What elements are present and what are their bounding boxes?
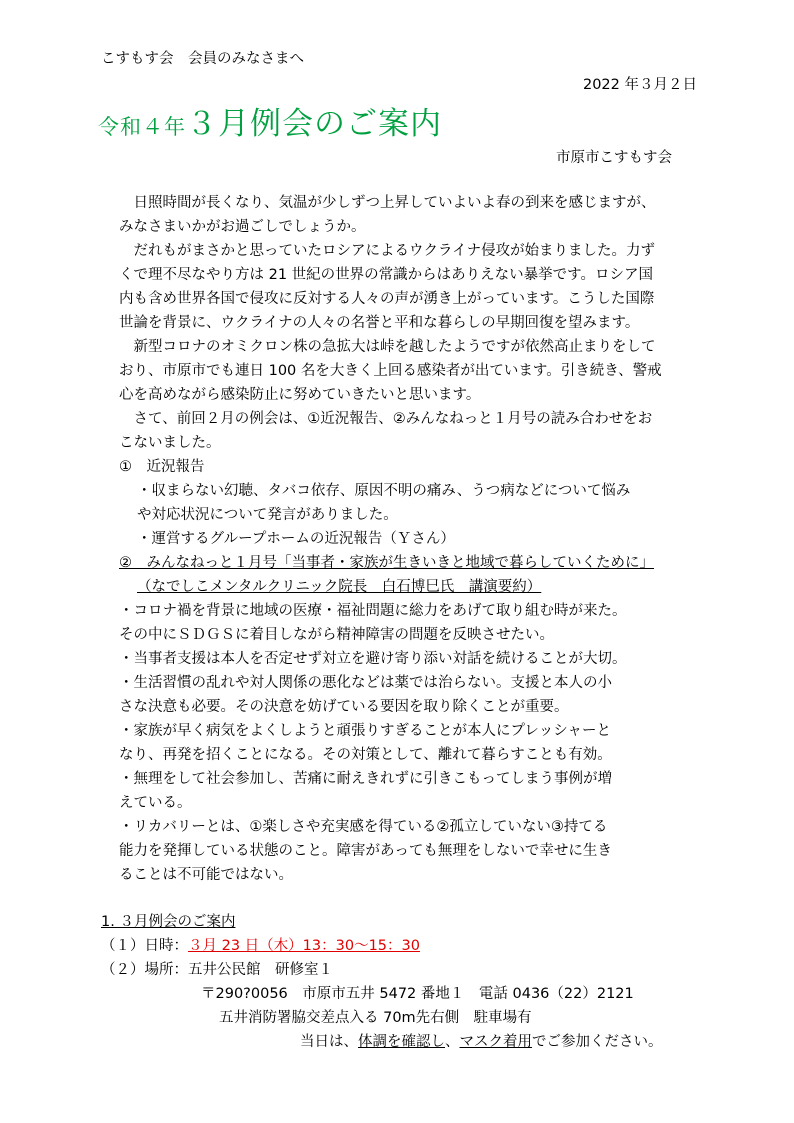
paragraph-line: 心を高めながら感染防止に努めていきたいと思います。	[119, 387, 481, 403]
item2-line: ・生活習慣の乱れや対人関係の悪化などは薬では治らない。支援と本人の小	[119, 675, 612, 691]
paragraph-line: くで理不尽なやり方は 21 世紀の世界の常識からはありえない暴挙です。ロシア国	[119, 267, 654, 283]
note-health-check: 体調を確認し	[358, 1034, 445, 1050]
item2-line: なり、再発を招くことになる。その対策として、離れて暮らすことも有効。	[119, 747, 612, 763]
item1-line: ・収まらない幻聴、タバコ依存、原因不明の痛み、うつ病などについて悩み	[137, 483, 631, 499]
item2-line: ・リカバリーとは、①楽しさや充実感を得ている②孤立していない③持てる	[119, 819, 608, 835]
organization-name: 市原市こすもす会	[556, 150, 672, 166]
item2-line: えている。	[119, 795, 192, 811]
note-prefix: 当日は、	[300, 1034, 358, 1050]
item1-heading: ① 近況報告	[119, 459, 205, 475]
item2-line: 能力を発揮している状態のこと。障害があっても無理をしないで幸せに生き	[119, 843, 612, 859]
item2-line: その中にＳＤＧＳに着目しながら精神障害の問題を反映させたい。	[119, 627, 554, 643]
event-section-title: 1. ３月例会のご案内	[101, 914, 236, 930]
title-era: 令和４年	[98, 115, 186, 139]
paragraph-line: さて、前回２月の例会は、①近況報告、②みんなねっと１月号の読み合わせをお	[119, 411, 653, 427]
item2-line: ・家族が早く病気をよくしようと頑張りすぎることが本人にプレッシャーと	[119, 723, 611, 739]
item2-heading: ② みんなねっと１月号「当事者・家族が生きいきと地域で暮らしていくために」	[119, 555, 654, 571]
item2-line: ・無理をして社会参加し、苦痛に耐えきれずに引きこもってしまう事例が増	[119, 771, 612, 787]
item2-line: ・当事者支援は本人を否定せず対立を避け寄り添い対話を続けることが大切。	[119, 651, 627, 667]
page-title	[98, 98, 442, 143]
paragraph-line: こないました。	[119, 435, 221, 451]
document-date: 2022 年３月２日	[582, 77, 697, 93]
item1-line: ・運営するグループホームの近況報告（Ｙさん）	[137, 531, 455, 547]
note-mid: 、	[445, 1034, 460, 1050]
event-datetime-row	[101, 934, 721, 958]
place-label: （２）場所：	[101, 962, 188, 978]
event-info	[101, 910, 721, 1054]
item2-line: さな決意も必要。その決意を妨げている要因を取り除くことが重要。	[119, 699, 569, 715]
event-address: 〒290?0056 市原市五井 5472 番地１ 電話 0436（22）2121	[201, 986, 634, 1002]
paragraph-line: だれもがまさかと思っていたロシアによるウクライナ侵攻が始まりました。力ず	[119, 243, 656, 259]
event-place-row	[101, 958, 721, 982]
datetime-label: （１）日時：	[101, 938, 188, 954]
title-main: ３月例会のご案内	[186, 106, 442, 142]
item2-line: ・コロナ禍を背景に地域の医療・福祉問題に総力をあげて取り組む時が来た。	[119, 603, 627, 619]
paragraph-line: おり、市原市でも連日 100 名を大きく上回る感染者が出ています。引き続き、警戒	[119, 363, 662, 379]
paragraph-line: 日照時間が長くなり、気温が少しずつ上昇していよいよ春の到来を感じますが、	[119, 195, 656, 211]
paragraph-line: 内も含め世界各国で侵攻に反対する人々の声が湧き上がっています。こうした国際	[119, 291, 655, 307]
letter-body	[119, 191, 719, 887]
event-directions: 五井消防署脇交差点入る 70m先右側 駐車場有	[219, 1010, 532, 1026]
paragraph-line: 新型コロナのオミクロン株の急拡大は峠を越したようですが依然高止まりをして	[119, 339, 656, 355]
datetime-value: ３月 23 日（木）13：30～15：30	[188, 938, 420, 954]
item2-line: ることは不可能ではない。	[119, 867, 293, 883]
paragraph-line: みなさまいかがお過ごしでしょうか。	[119, 219, 366, 235]
greeting: こすもす会 会員のみなさまへ	[101, 51, 304, 67]
item2-subheading: （なでしこメンタルクリニック院長 白石博巳氏 講演要約）	[137, 579, 542, 595]
paragraph-line: 世論を背景に、ウクライナの人々の名誉と平和な暮らしの早期回復を望みます。	[119, 315, 640, 331]
place-value: 五井公民館 研修室１	[188, 962, 333, 978]
item1-line: や対応状況について発言がありました。	[137, 507, 398, 523]
note-suffix: でご参加ください。	[532, 1034, 663, 1050]
event-note	[101, 1030, 721, 1054]
note-mask: マスク着用	[459, 1034, 532, 1050]
